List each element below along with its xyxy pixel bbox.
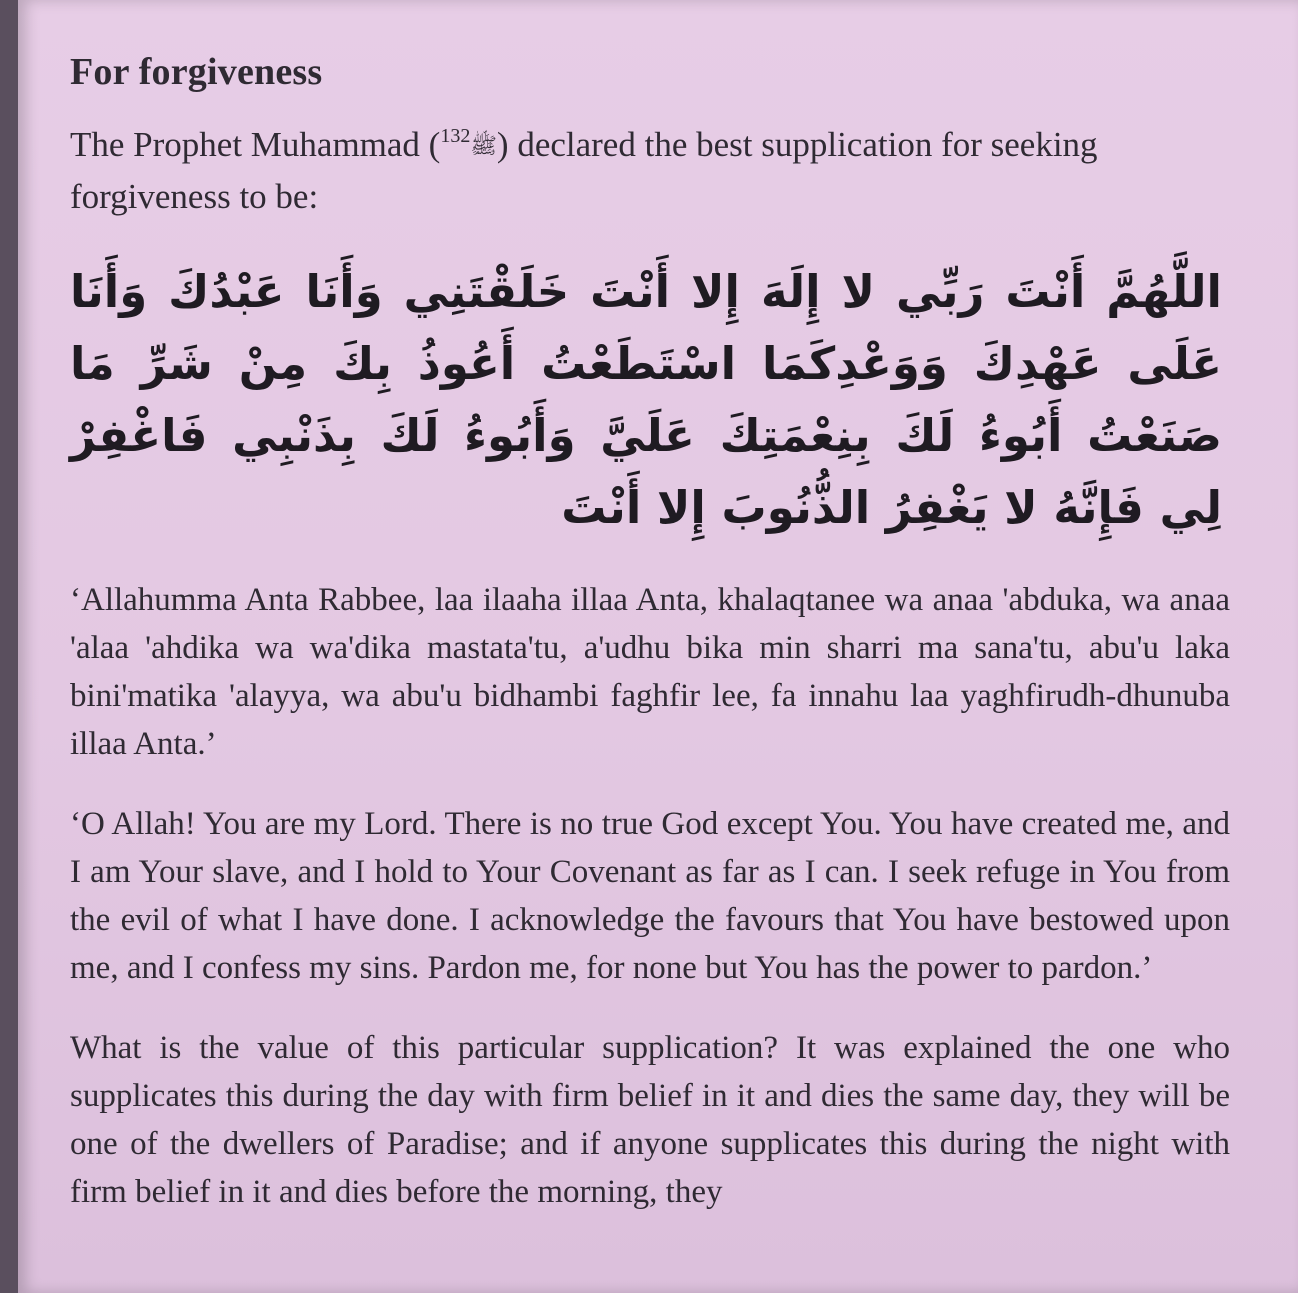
intro-before: The Prophet Muhammad ( — [70, 125, 441, 164]
footnote-ref[interactable]: 132 — [440, 125, 471, 147]
explanation-paragraph: What is the value of this particular supplication? It was explained the one who supplicates this during the day with firm belief in it and dies the same day, they will be one of the dwellers of Paradise; and if anyone supplicates this during the night with firm belief in it and dies before the morning, they — [70, 1030, 1230, 1210]
translation-paragraph: ‘O Allah! You are my Lord. There is no true God except You. You have created me, and I am Your slave, and I hold to Your Covenant as far as I can. I seek refuge in You from the evil of what I have done. I acknowledge the favours that You have bestowed upon me, and I confess my sins. Pardon me, for none but You has the power to pardon.’ — [70, 806, 1230, 986]
arabic-supplication: اللَّهُمَّ أَنْتَ رَبِّي لا إِلَهَ إِلا أَنْتَ خَلَقْتَنِي وَأَنَا عَبْدُكَ وَأَنَا عَلَى عَهْدِكَ وَوَعْدِكَمَا اسْتَطَعْتُ أَعُوذُ بِكَ مِنْ شَرِّ مَا صَنَعْتُ أَبُوءُ لَكَ بِنِعْمَتِكَ عَلَيَّ وَأَبُوءُ لَكَ بِذَنْبِي فَاغْفِرْ لِي فَإِنَّهُ لا يَغْفِرُ الذُّنُوبَ إِلا أَنْتَ — [70, 265, 1222, 534]
book-page — [18, 0, 1298, 1293]
page-content — [70, 50, 1230, 1216]
section-heading: For forgiveness — [70, 51, 323, 93]
honorific-symbol: ﷺ — [470, 134, 497, 159]
intro-after: ) declared the best supplication for seeking forgiveness to be: — [70, 125, 1098, 216]
transliteration-paragraph: ‘Allahumma Anta Rabbee, laa ilaaha illaa Anta, khalaqtanee wa anaa 'abduka, wa anaa 'alaa 'ahdika wa wa'dika mastata'tu, a'udhu bika min sharri ma sana'tu, abu'u laka bini'matika 'alayya, wa abu'u bidhambi faghfir lee, fa innahu laa yaghfirudh-dhunuba illaa Anta.’ — [70, 582, 1230, 762]
intro-paragraph — [70, 120, 1230, 222]
